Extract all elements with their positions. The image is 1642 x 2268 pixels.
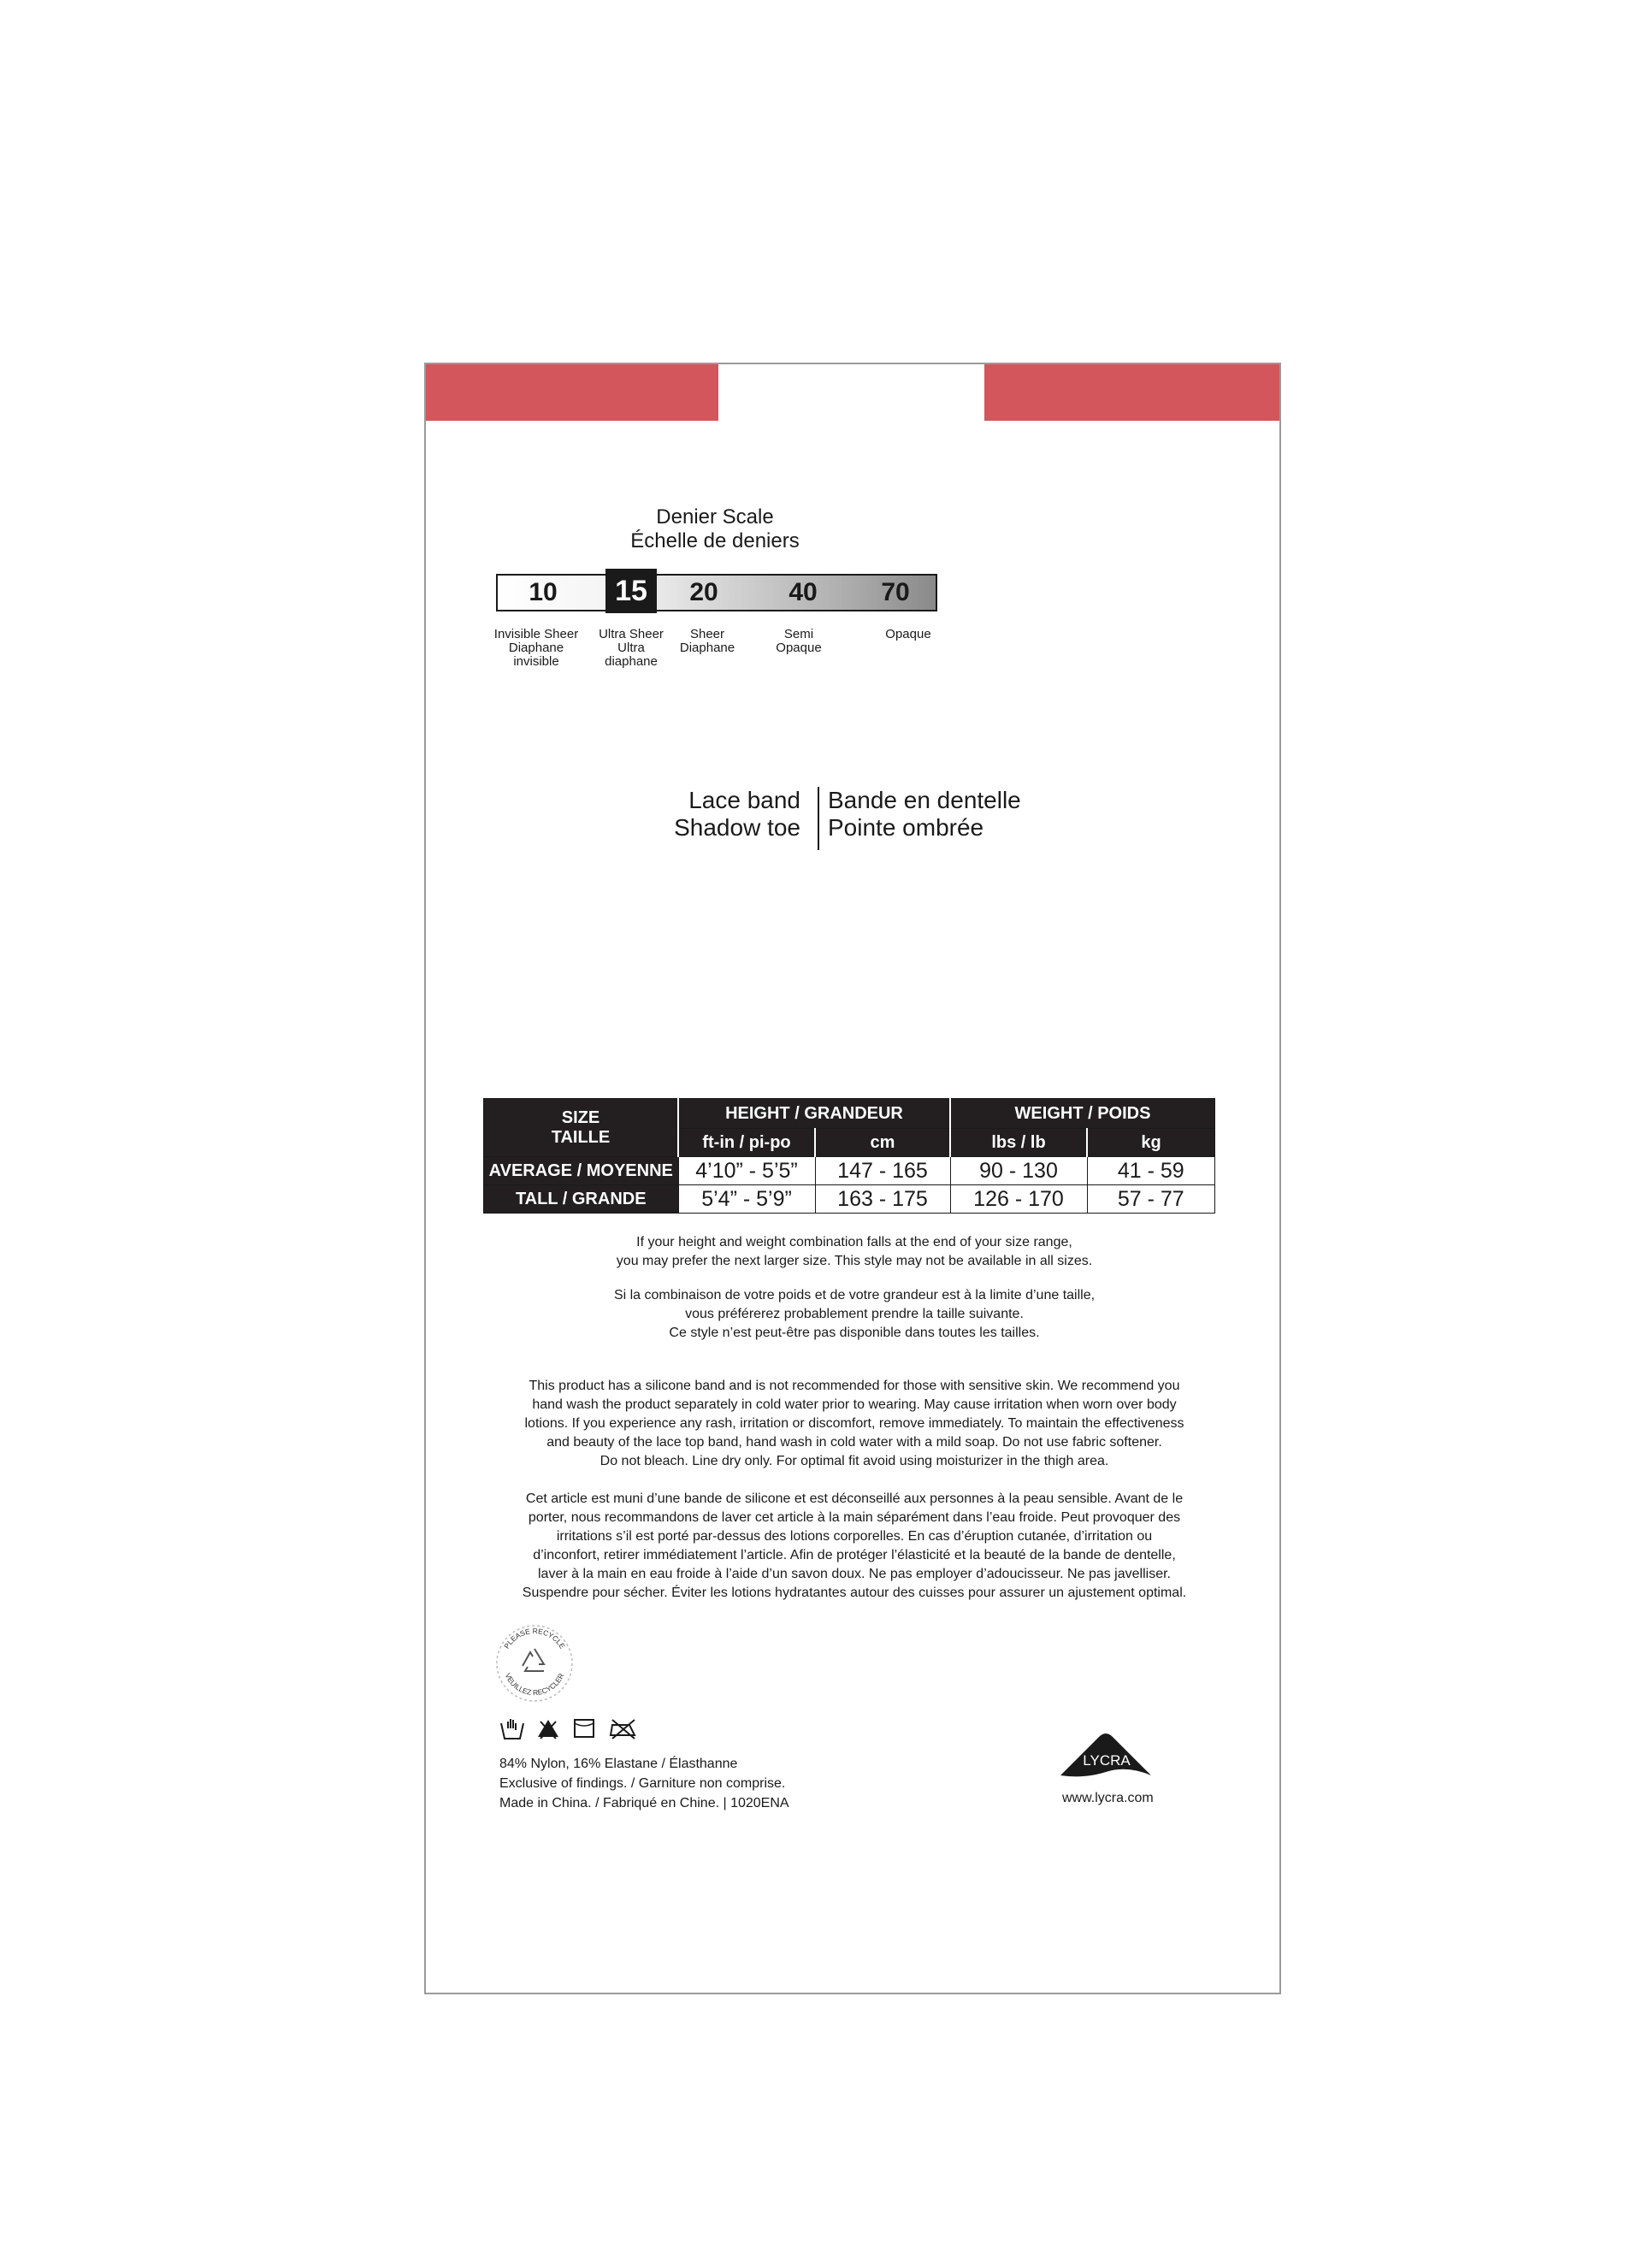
denier-title-en: Denier Scale: [656, 505, 774, 529]
do-not-iron-icon: [607, 1716, 638, 1740]
recycle-text-top: PLEASE RECYCLE: [502, 1626, 567, 1651]
feature-lace-band-en: Lace band: [688, 787, 800, 813]
care-instructions-en: This product has a silicone band and is not recommended for those with sensitive skin. We recommend you hand wash the product separately in cold water prior to wearing. May cause irritation when worn over body lotions. If you experience any rash, irritation or discomfort, remove immediately. To maintain the effectiveness and beauty of the lace top band, hand wash in cold water with a mild soap. Do not use fabric softener. Do not bleach. Line dry only. For optimal fit avoid using moisturizer in the thigh area.: [524, 1379, 1184, 1468]
recycle-text-bottom: VEUILLEZ RECYCLER: [503, 1671, 566, 1698]
features-fr: [828, 787, 1021, 842]
size-header: SIZE TAILLE: [484, 1099, 679, 1157]
care-instructions-fr: Cet article est muni d’une bande de silicone et est déconseillé aux personnes à la peau sensible. Avant de le porter, nous recommandons de laver cet article à la main séparément dans l’eau froide. Peut provoquer des irritations s’il est porté par-dessus des lotions corporelles. En cas d’éruption cutanée, d’irritation ou d’inconfort, retirer immédiatement l’article. Afin de protéger l’élasticité et la beauté de la bande de dentelle, laver à la main en eau froide à l’aide d’un savon doux. Ne pas employer d’adoucisseur. Ne pas javelliser. Suspendre pour sécher. Éviter les lotions hydratantes autour des cuisses pour assurer un ajustement optimal.: [522, 1491, 1187, 1600]
size-note-en: If your height and weight combination falls at the end of your size range, you may prefer the next larger size. This style may not be available in all sizes.: [616, 1235, 1093, 1268]
denier-label-10: Invisible Sheer Diaphane invisible: [493, 627, 579, 669]
line-dry-icon: [571, 1716, 597, 1740]
lycra-url: www.lycra.com: [1062, 1791, 1154, 1805]
subheader-lbs: lbs / lb: [950, 1129, 1087, 1157]
package-back-panel: [424, 363, 1281, 1994]
fiber-content: [499, 1754, 789, 1813]
denier-title-fr: Échelle de deniers: [630, 529, 800, 552]
care-symbols: [499, 1716, 638, 1741]
cell-cm: 147 - 165: [815, 1157, 950, 1185]
row-label-tall: TALL / GRANDE: [484, 1185, 679, 1214]
denier-label-70: Opaque: [885, 627, 931, 641]
fiber-findings: Exclusive of findings. / Garniture non comprise.: [499, 1776, 786, 1791]
denier-scale-title: [563, 505, 867, 553]
denier-label-15: Ultra Sheer Ultra diaphane: [599, 627, 664, 669]
fiber-composition: 84% Nylon, 16% Elastane / Élasthanne: [499, 1757, 738, 1771]
lycra-logo: [1059, 1731, 1153, 1782]
size-chart-table: [483, 1098, 1215, 1214]
cell-kg: 57 - 77: [1087, 1185, 1215, 1214]
svg-text:VEUILLEZ RECYCLER: [504, 1672, 566, 1697]
subheader-kg: kg: [1087, 1129, 1215, 1157]
denier-20: 20: [689, 578, 718, 606]
subheader-ftin: ft-in / pi-po: [678, 1129, 815, 1157]
row-label-average: AVERAGE / MOYENNE: [484, 1157, 679, 1185]
denier-label-20: Sheer Diaphane: [679, 627, 735, 655]
denier-15-selected: 15: [605, 569, 657, 613]
cell-ftin: 5’4” - 5’9”: [678, 1185, 815, 1214]
table-row: [484, 1185, 1215, 1214]
cell-lbs: 90 - 130: [950, 1157, 1087, 1185]
denier-70: 70: [881, 578, 910, 606]
weight-header: WEIGHT / POIDS: [950, 1099, 1215, 1129]
denier-scale-bar: [496, 574, 937, 611]
no-bleach-icon: [535, 1716, 561, 1740]
svg-text:PLEASE RECYCLE: [502, 1627, 567, 1651]
please-recycle-icon: [494, 1623, 575, 1704]
red-header-bar-right: [984, 364, 1279, 421]
table-row: [484, 1157, 1215, 1185]
size-note-fr: Si la combinaison de votre poids et de votre grandeur est à la limite d’une taille, vous préférerez probablement prendre la taille suivante. Ce style n’est peut-être pas disponible dans toutes les tailles.: [613, 1288, 1096, 1340]
feature-lace-band-fr: Bande en dentelle: [828, 787, 1021, 813]
feature-shadow-toe-fr: Pointe ombrée: [828, 814, 984, 841]
cell-lbs: 126 - 170: [950, 1185, 1087, 1214]
features-divider: [818, 787, 819, 850]
lycra-logo-text: LYCRA: [1083, 1752, 1131, 1769]
fiber-origin: Made in China. / Fabriqué en Chine. | 1020ENA: [499, 1796, 789, 1810]
denier-10: 10: [529, 578, 558, 606]
hand-wash-icon: [499, 1716, 525, 1740]
denier-40: 40: [789, 578, 818, 606]
feature-shadow-toe-en: Shadow toe: [674, 814, 800, 841]
red-header-bar-left: [426, 364, 718, 421]
features-en: [674, 787, 800, 842]
height-header: HEIGHT / GRANDEUR: [678, 1099, 950, 1129]
subheader-cm: cm: [815, 1129, 950, 1157]
cell-cm: 163 - 175: [815, 1185, 950, 1214]
cell-kg: 41 - 59: [1087, 1157, 1215, 1185]
cell-ftin: 4’10” - 5’5”: [678, 1157, 815, 1185]
denier-label-40: Semi Opaque: [776, 627, 822, 655]
